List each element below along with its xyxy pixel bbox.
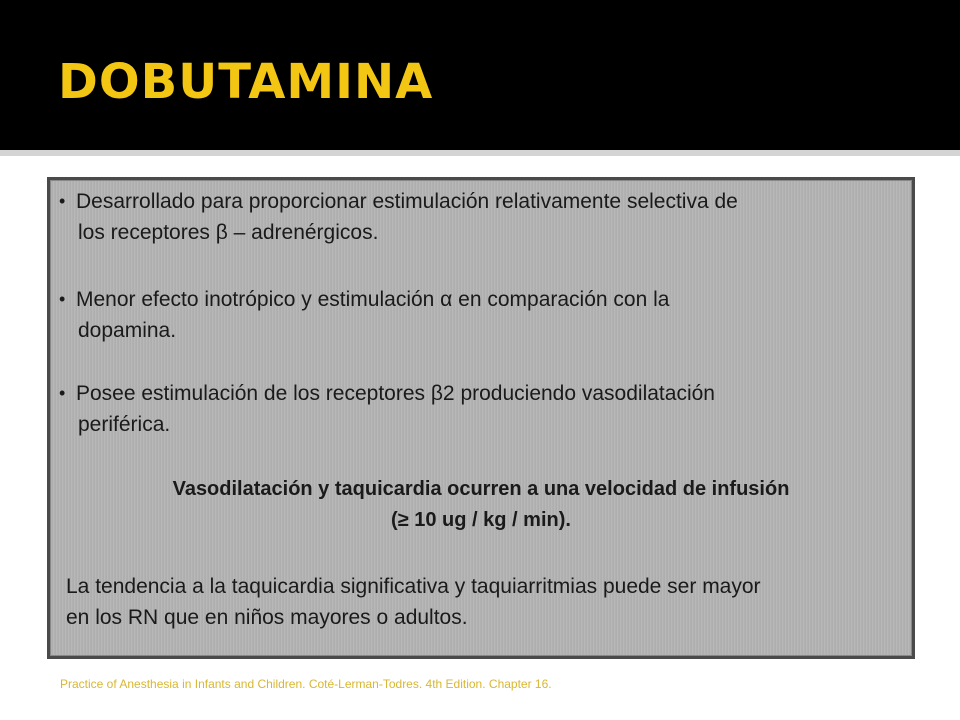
emphasis-line: (≥ 10 ug / kg / min).	[391, 509, 571, 531]
bullet-icon: •	[59, 383, 66, 403]
emphasis-line: Vasodilatación y taquicardia ocurren a una velocidad de infusión	[172, 478, 790, 500]
bullet-line: Posee estimulación de los receptores β2 produciendo vasodilatación	[76, 382, 715, 405]
bullet-line: dopamina.	[78, 319, 177, 342]
bullet-icon: •	[59, 191, 66, 211]
bullet-line: Menor efecto inotrópico y estimulación α en comparación con la	[76, 288, 670, 311]
closing-line: La tendencia a la taquicardia significativa y taquiarritmias puede ser mayor	[66, 575, 761, 598]
closing-paragraph	[66, 571, 906, 633]
bullet-line: Desarrollado para proporcionar estimulación relativamente selectiva de	[76, 190, 738, 213]
emphasis-statement	[50, 474, 912, 536]
closing-line: en los RN que en niños mayores o adultos.	[66, 606, 468, 629]
bullet-line: los receptores β – adrenérgicos.	[78, 221, 379, 244]
bullet-item	[59, 378, 896, 440]
bullet-item	[59, 186, 896, 248]
slide-title: DOBUTAMINA	[58, 54, 434, 110]
content-panel	[47, 177, 915, 659]
source-citation: Practice of Anesthesia in Infants and Children. Coté-Lerman-Todres. 4th Edition. Chapter 16.	[60, 677, 552, 691]
bullet-line: periférica.	[78, 413, 171, 436]
bullet-icon: •	[59, 289, 66, 309]
bullet-item	[59, 284, 896, 346]
